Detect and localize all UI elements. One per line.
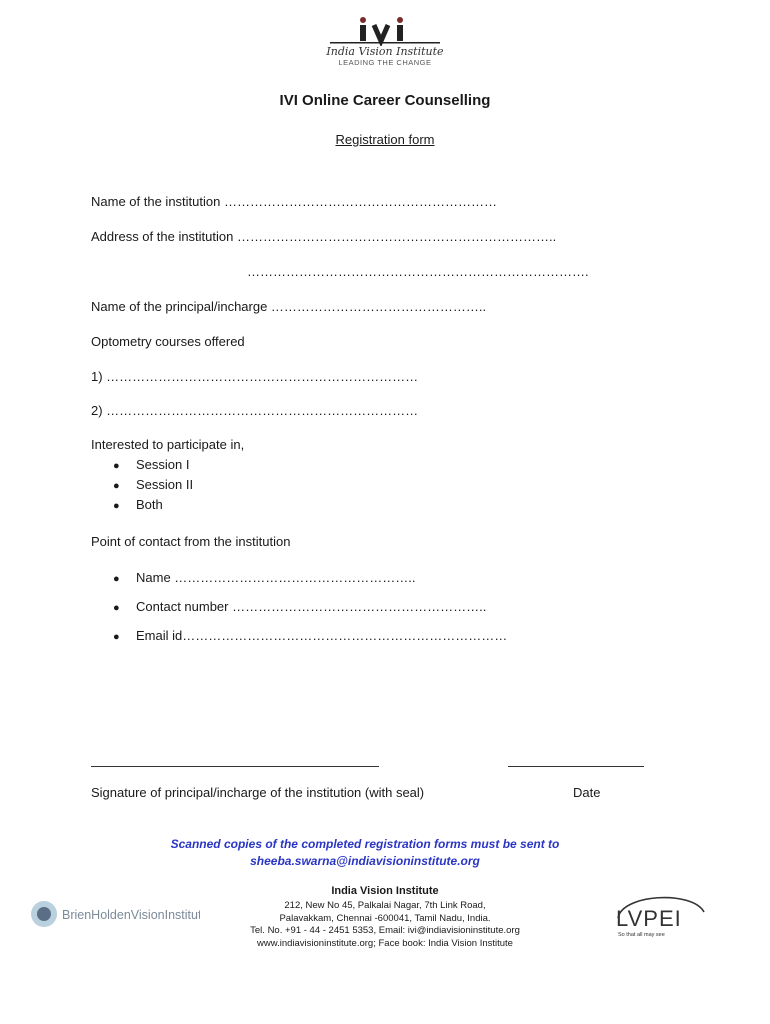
session-option-label: Both bbox=[136, 497, 163, 512]
footer-address-line: 212, New No 45, Palkalai Nagar, 7th Link Road, bbox=[284, 900, 486, 911]
page-title: IVI Online Career Counselling bbox=[279, 92, 491, 109]
session-option-3[interactable] bbox=[113, 497, 163, 512]
bullet-icon: ● bbox=[113, 480, 120, 492]
signature-line[interactable] bbox=[91, 766, 379, 767]
date-line[interactable] bbox=[508, 766, 644, 767]
subtitle-text: Registration form bbox=[335, 132, 435, 147]
ivi-logo-mark bbox=[330, 14, 440, 46]
bullet-icon: ● bbox=[113, 500, 120, 512]
session-option-label: Session II bbox=[136, 477, 194, 492]
contact-name-field[interactable] bbox=[113, 570, 416, 585]
footer-contact-line: Tel. No. +91 - 44 - 2451 5353, Email: ivi@indiavisioninstitute.org bbox=[250, 925, 520, 936]
bullet-icon: ● bbox=[113, 602, 120, 614]
bullet-icon: ● bbox=[113, 631, 120, 643]
footer-address-block bbox=[180, 882, 590, 950]
session-option-1[interactable] bbox=[113, 457, 189, 472]
notice-line-1: Scanned copies of the completed registration forms must be sent to bbox=[170, 837, 560, 851]
brien-holden-logo-text: BrienHoldenVisionInstitute bbox=[62, 908, 200, 922]
institution-address-field[interactable]: Address of the institution ……………………………………………………………….. bbox=[91, 229, 557, 244]
logo-tagline: LEADING THE CHANGE bbox=[338, 58, 432, 67]
sessions-label: Interested to participate in, bbox=[91, 437, 245, 452]
ivi-logo bbox=[300, 14, 470, 78]
session-option-label: Session I bbox=[136, 457, 190, 472]
submission-notice bbox=[0, 836, 730, 870]
footer-address-line: Palavakkam, Chennai -600041, Tamil Nadu, India. bbox=[279, 912, 491, 924]
course-2-field[interactable]: 2) ……………………………………………………………… bbox=[91, 403, 419, 418]
contact-email-field[interactable] bbox=[113, 628, 507, 643]
address-continuation-field[interactable]: ……………………………………………………………………. bbox=[247, 264, 589, 279]
date-label: Date bbox=[573, 785, 601, 800]
contact-field-text: Contact number ………………………………………………….. bbox=[136, 599, 487, 614]
contact-number-field[interactable] bbox=[113, 599, 486, 614]
footer-org-name: India Vision Institute bbox=[331, 885, 439, 897]
bullet-icon: ● bbox=[113, 460, 120, 472]
lvpei-logo bbox=[612, 888, 707, 940]
contact-label: Point of contact from the institution bbox=[91, 534, 291, 549]
form-subtitle bbox=[0, 132, 770, 147]
institution-name-field[interactable]: Name of the institution ……………………………………………………… bbox=[91, 194, 497, 209]
courses-label: Optometry courses offered bbox=[91, 334, 245, 349]
notice-email[interactable]: sheeba.swarna@indiavisioninstitute.org bbox=[250, 854, 480, 868]
principal-name-field[interactable]: Name of the principal/incharge ………………………………………….. bbox=[91, 299, 487, 314]
footer-web-line: www.indiavisioninstitute.org; Face book: India Vision Institute bbox=[257, 937, 513, 949]
brien-holden-logo bbox=[30, 900, 200, 928]
contact-field-text: Name ……………………………………………….. bbox=[136, 570, 416, 585]
lvpei-logo-tagline: So that all may see bbox=[618, 932, 665, 938]
logo-institute-name: India Vision Institute bbox=[326, 45, 444, 58]
bullet-icon: ● bbox=[113, 573, 120, 585]
course-1-field[interactable]: 1) ……………………………………………………………… bbox=[91, 369, 419, 384]
lvpei-logo-graphic bbox=[612, 888, 707, 940]
contact-field-text: Email id………………………………………………………………… bbox=[136, 628, 508, 643]
session-option-2[interactable] bbox=[113, 477, 193, 492]
brien-holden-logo-graphic bbox=[30, 900, 200, 928]
signature-label: Signature of principal/incharge of the institution (with seal) bbox=[91, 785, 425, 800]
lvpei-logo-text: LVPEI bbox=[616, 906, 682, 931]
